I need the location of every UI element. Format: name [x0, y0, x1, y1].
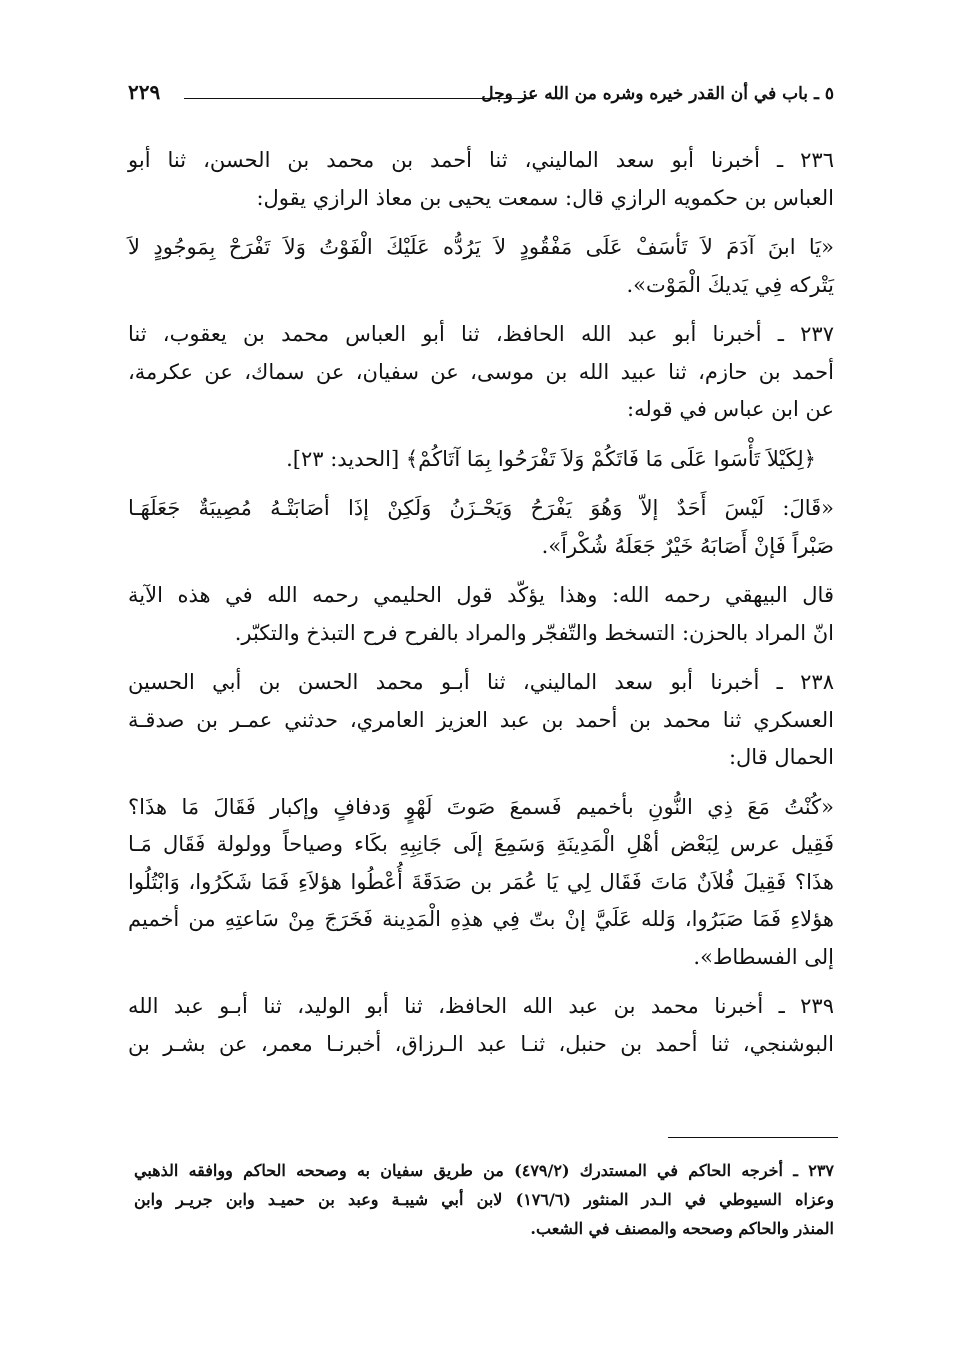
page-header [128, 70, 834, 114]
text-line: إلى الفسطاط». [693, 944, 834, 969]
running-title: ٥ ـ باب في أن القدر خيره وشره من الله عز وجل [481, 84, 834, 104]
paragraph-237 [128, 316, 834, 429]
paragraph-239 [128, 988, 834, 1063]
text-line: «كُنْتُ مَعَ ذِي النُّونِ بأخميم فَسمعَ صَوتَ لَهْوٍ وَدفافٍ وإكبار فَقَالَ مَا هذَا؟ [128, 794, 834, 819]
text-line: ٢٣٦ ـ أخبرنا أبو سعد الماليني، ثنا أحمد بن محمد بن الحسن، ثنا أبو [128, 148, 834, 172]
footnote-rule [668, 1137, 838, 1138]
text-line: «قَالَ: لَيْسَ أَحَدٌ إلاّ وَهُوَ يَفْرَحُ وَيَحْـزَنُ وَلَكِنْ إذَا أصَابَتْـهُ مُصِيبَةٌ جَعَلَهَـا [128, 496, 834, 520]
page-number: ٢٢٩ [128, 80, 161, 104]
paragraph-bayhaqi [128, 577, 834, 652]
text-line: هذَا؟ فَقِيلَ فُلاَنٌ مَاتَ فَقَال لِي يَا عُمَر بن صَدَقَةَ أُعْطُوا هؤلاَءِ فَمَا شَكَرُوا، وَابْتُلُوا [128, 869, 834, 894]
text-line: ٢٣٩ ـ أخبرنا محمد بن عبد الله الحافظ، ثنا أبو الوليد، ثنا أبـو عبد الله [128, 994, 834, 1018]
quote-dhul-nun [128, 789, 834, 977]
header-rule [184, 98, 534, 99]
text-line: أحمد بن حازم، ثنا عبيد الله بن موسى، عن سفيان، عن سماك، عن عكرمة، [128, 359, 834, 384]
footnote-line: المنذر والحاكم وصححه والمصنف في الشعب. [530, 1219, 834, 1238]
footnote-line: وعزاه السيوطي في الـدر المنثور (١٧٦/٦) لابن أبي شيبـة وعبد بن حميـد وابن جريـر وابن [134, 1190, 834, 1209]
footnote-line: ٢٣٧ ـ أخرجه الحاكم في المستدرك (٤٧٩/٢) من طريق سفيان به وصححه الحاكم ووافقه الذهبي [134, 1161, 834, 1180]
text-line: هؤلاءِ فَمَا صَبَرُوا، وَلله عَلَيَّ إنْ بتّ فِي هذِهِ الْمَدِينة فَخَرَجَ مِنْ سَاعتِهِ من أخميم [128, 907, 834, 931]
text-line: ٢٣٧ ـ أخبرنا أبو عبد الله الحافظ، ثنا أبو العباس محمد بن يعقوب، ثنا [128, 322, 834, 346]
text-line: صَبْراً فَإنْ أَصَابَهُ خَيْرٌ جَعَلَهُ شُكْراً». [541, 533, 834, 558]
text-line: انّ المراد بالحزن: التسخط والتّفجّر والمراد بالفرح فرح التبذخ والتكبّر. [234, 620, 834, 645]
text-line: فَقِيل عرس لِبَعْض أهْلِ الْمَدِينَةِ وَسَمِعَ إلَى جَانِبِهِ بكَاء وصياحاً وولولة فَقَال مَـا [128, 832, 834, 856]
text-line: الحمال قال: [728, 745, 834, 769]
text-line: قال البيهقي رحمه الله: وهذا يؤكّد قول الحليمي رحمه الله في هذه الآية [128, 583, 834, 607]
text-line: العسكري ثنا محمد بن أحمد بن عبد العزيز العامري، حدثني عمـر بن صدقـة [128, 707, 834, 732]
text-line: عن ابن عباس في قوله: [627, 397, 834, 421]
text-line: «يَا ابنَ آدَمَ لاَ تَأسَفْ عَلَى مَفْقُودٍ لاَ يَرُدُّه عَلَيْكَ الْفَوْتُ وَلاَ تَفْرَحْ بِمَوجُودٍ لاَ [128, 235, 834, 259]
quran-verse [128, 441, 834, 479]
quote-ibn-abbas [128, 490, 834, 565]
text-line: العباس بن حكمويه الرازي قال: سمعت يحيى بن معاذ الرازي يقول: [256, 185, 834, 210]
footnotes [134, 1156, 834, 1243]
body-text [128, 142, 834, 1075]
paragraph-238 [128, 664, 834, 777]
paragraph-236 [128, 142, 834, 217]
text-line: ٢٣٨ ـ أخبرنا أبو سعد الماليني، ثنا أبـو محمد الحسن بن أبي الحسين [128, 670, 834, 694]
text-line: البوشنجي، ثنا أحمد بن حنبل، ثنـا عبد الـرزاق، أخبرنـا معمر، عن بشـر بن [128, 1031, 834, 1056]
quote-yahya [128, 229, 834, 304]
text-line: ﴿لِكَيْلاَ تَأْسَوا عَلَى مَا فَاتَكُمْ وَلاَ تَفْرَحُوا بِمَا آتَاكُمْ﴾ [الحديد: ٢٣]. [286, 446, 816, 471]
text-line: يَتْركه فِي يَديكَ الْمَوْت». [626, 272, 834, 297]
